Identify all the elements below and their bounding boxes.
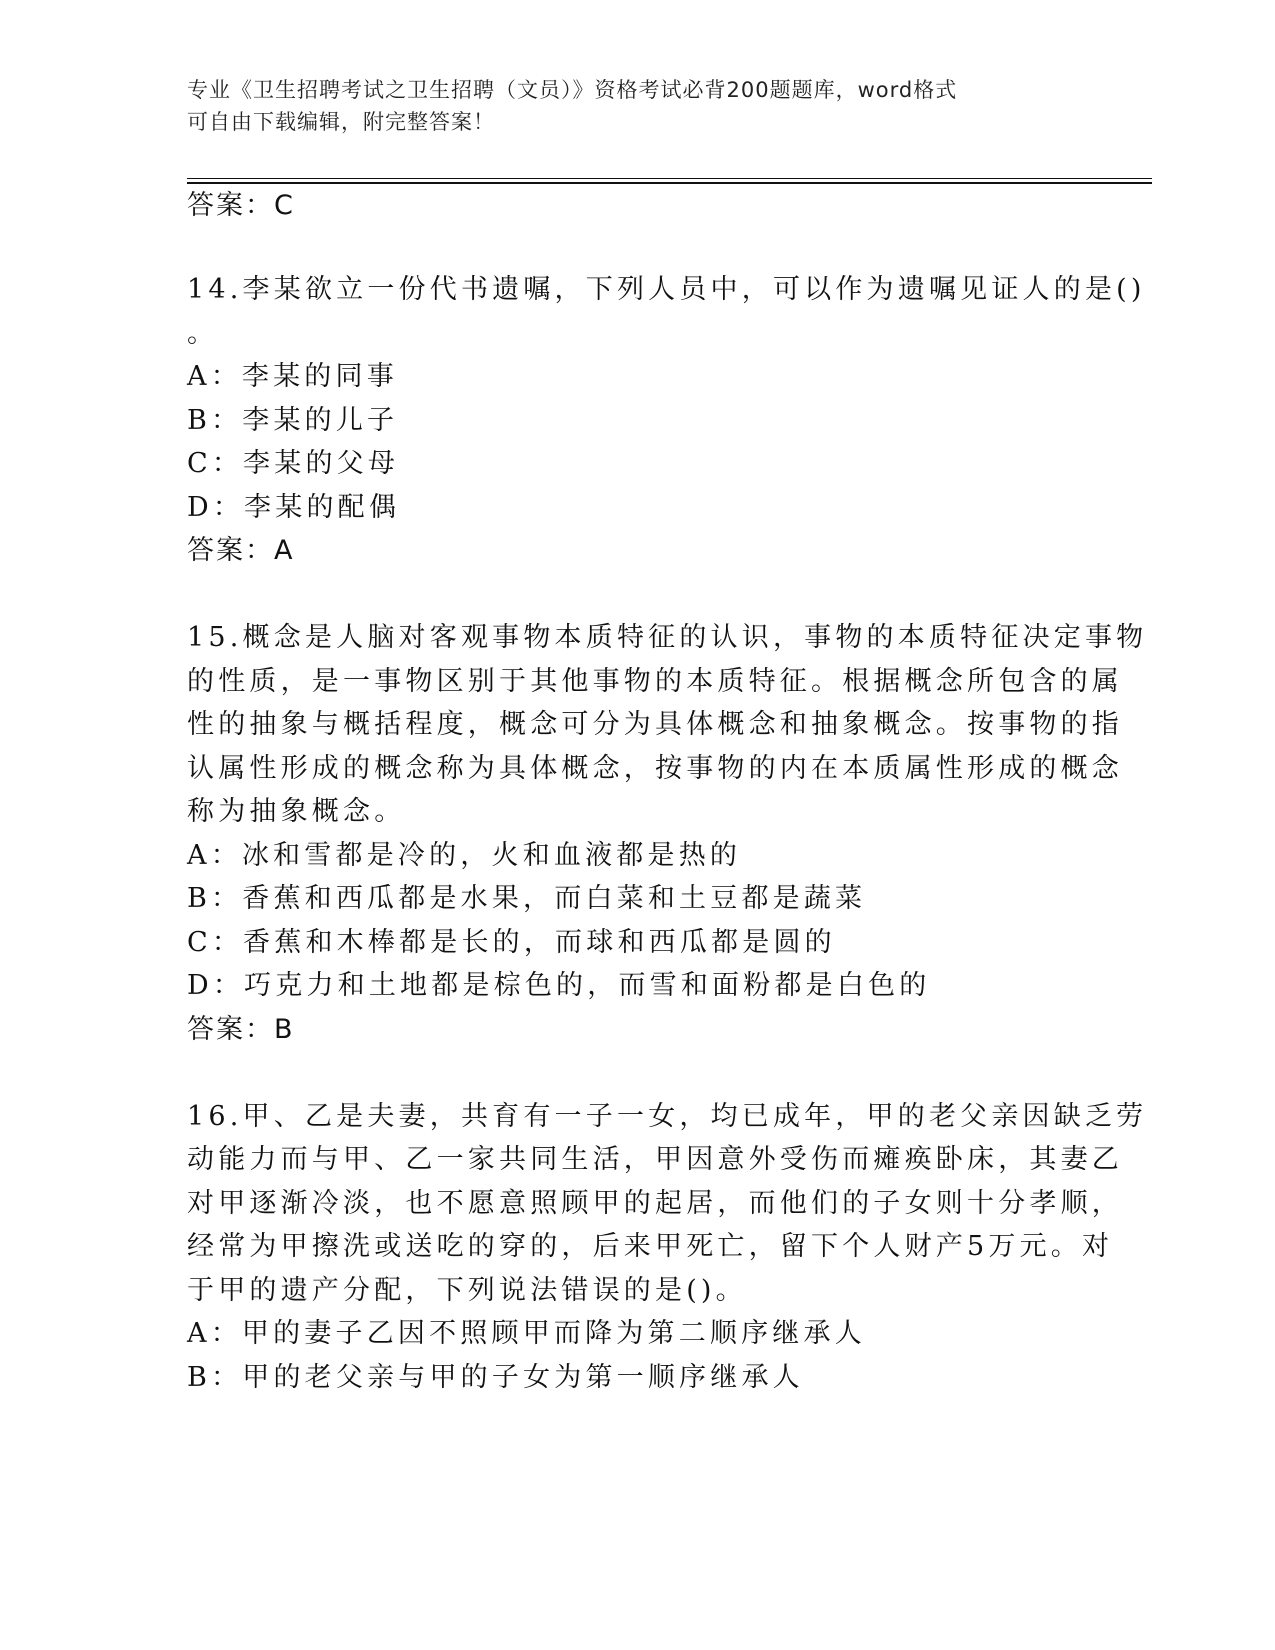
q14-answer: 答案：A — [187, 535, 295, 566]
q15-stem-line: 称为抽象概念。 — [187, 796, 406, 827]
q16-stem-line: 经常为甲擦洗或送吃的穿的，后来甲死亡，留下个人财产5万元。对 — [187, 1231, 1114, 1262]
q14-stem-line: 。 — [187, 318, 219, 349]
q15-stem-line: 的性质，是一事物区别于其他事物的本质特征。根据概念所包含的属 — [187, 666, 1123, 697]
header-rule-thin — [187, 178, 1152, 179]
q16-stem-line: 16.甲、乙是夫妻，共育有一子一女，均已成年，甲的老父亲因缺乏劳 — [187, 1101, 1148, 1132]
q14-option-d: D：李某的配偶 — [187, 492, 401, 523]
header-rule-thick — [187, 182, 1152, 184]
q16-stem-line: 于甲的遗产分配，下列说法错误的是()。 — [187, 1275, 747, 1306]
header-title-line-1: 专业《卫生招聘考试之卫生招聘（文员）》资格考试必背200题题库，word格式 — [187, 78, 958, 102]
q15-stem-line: 认属性形成的概念称为具体概念，按事物的内在本质属性形成的概念 — [187, 753, 1123, 784]
q15-answer: 答案：B — [187, 1014, 295, 1045]
q14-stem-line: 14.李某欲立一份代书遗嘱，下列人员中，可以作为遗嘱见证人的是() — [187, 274, 1146, 305]
q14-option-c: C：李某的父母 — [187, 448, 400, 479]
header-title-line-2: 可自由下载编辑，附完整答案！ — [187, 110, 495, 134]
q15-stem-line: 性的抽象与概括程度，概念可分为具体概念和抽象概念。按事物的指 — [187, 709, 1123, 740]
q16-option-a: A：甲的妻子乙因不照顾甲而降为第二顺序继承人 — [187, 1318, 866, 1349]
q16-stem-line: 对甲逐渐冷淡，也不愿意照顾甲的起居，而他们的子女则十分孝顺， — [187, 1188, 1123, 1219]
q15-option-b: B：香蕉和西瓜都是水果，而白菜和土豆都是蔬菜 — [187, 883, 867, 914]
q14-option-a: A：李某的同事 — [187, 361, 398, 392]
q15-option-a: A：冰和雪都是冷的，火和血液都是热的 — [187, 840, 742, 871]
q15-option-c: C：香蕉和木棒都是长的，而球和西瓜都是圆的 — [187, 927, 836, 958]
document-header — [187, 74, 1067, 138]
q15-stem-line: 15.概念是人脑对客观事物本质特征的认识，事物的本质特征决定事物 — [187, 622, 1148, 653]
q14-option-b: B：李某的儿子 — [187, 405, 399, 436]
q16-stem-line: 动能力而与甲、乙一家共同生活，甲因意外受伤而瘫痪卧床，其妻乙 — [187, 1144, 1123, 1175]
q16-option-b: B：甲的老父亲与甲的子女为第一顺序继承人 — [187, 1362, 804, 1393]
q15-option-d: D：巧克力和土地都是棕色的，而雪和面粉都是白色的 — [187, 970, 931, 1001]
previous-answer: 答案：C — [187, 190, 295, 221]
